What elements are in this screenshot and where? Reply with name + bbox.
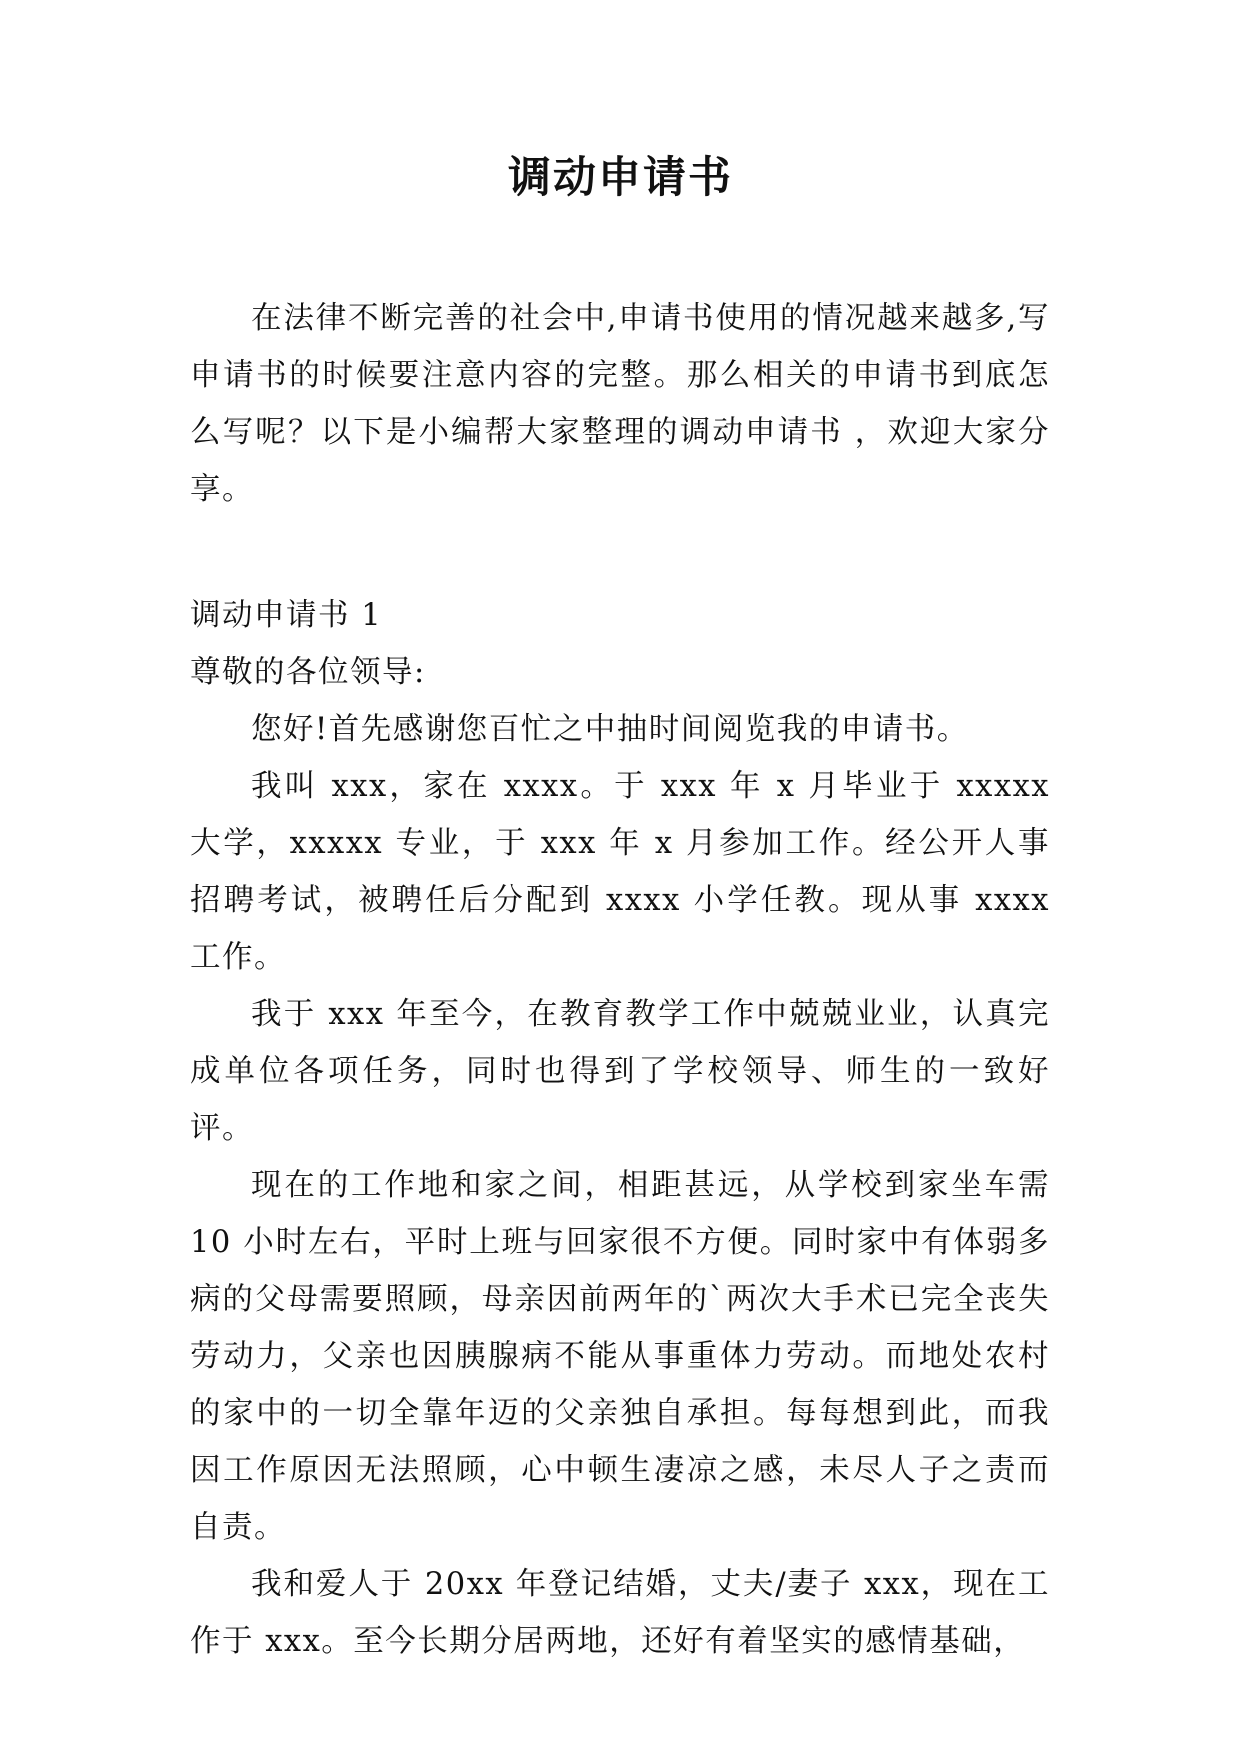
section-heading: 调动申请书 1 <box>190 598 383 633</box>
intro-paragraph: 在法律不断完善的社会中,申请书使用的情况越来越多,写申请书的时候要注意内容的完整。那么相关的申请书到底怎么写呢？以下是小编帮大家整理的调动申请书 ，欢迎大家分享。 <box>190 301 1050 507</box>
letter-block <box>190 587 1050 1670</box>
body-paragraph: 我叫 xxx，家在 xxxx。于 xxx 年 x 月毕业于 xxxxx 大学，xxxxx 专业，于 xxx 年 x 月参加工作。经公开人事招聘考试，被聘任后分配到 xxxx 小学任教。现从事 xxxx 工作。 <box>190 769 1050 975</box>
document-title: 调动申请书 <box>508 153 733 203</box>
intro-block <box>190 290 1050 518</box>
body-paragraph: 您好!首先感谢您百忙之中抽时间阅览我的申请书。 <box>251 712 969 747</box>
body-paragraph: 我于 xxx 年至今，在教育教学工作中兢兢业业，认真完成单位各项任务，同时也得到了学校领导、师生的一致好评。 <box>190 997 1050 1146</box>
body-paragraph: 我和爱人于 20xx 年登记结婚，丈夫/妻子 xxx，现在工作于 xxx。至今长期分居两地，还好有着坚实的感情基础， <box>190 1567 1050 1659</box>
body-paragraph: 现在的工作地和家之间，相距甚远，从学校到家坐车需 10 小时左右，平时上班与回家很不方便。同时家中有体弱多病的父母需要照顾，母亲因前两年的`两次大手术已完全丧失劳动力，父亲也因胰腺病不能从事重体力劳动。而地处农村的家中的一切全靠年迈的父亲独自承担。每每想到此，而我因工作原因无法照顾，心中顿生凄凉之感，未尽人子之责而自责。 <box>190 1168 1050 1545</box>
salutation: 尊敬的各位领导: <box>190 655 426 690</box>
